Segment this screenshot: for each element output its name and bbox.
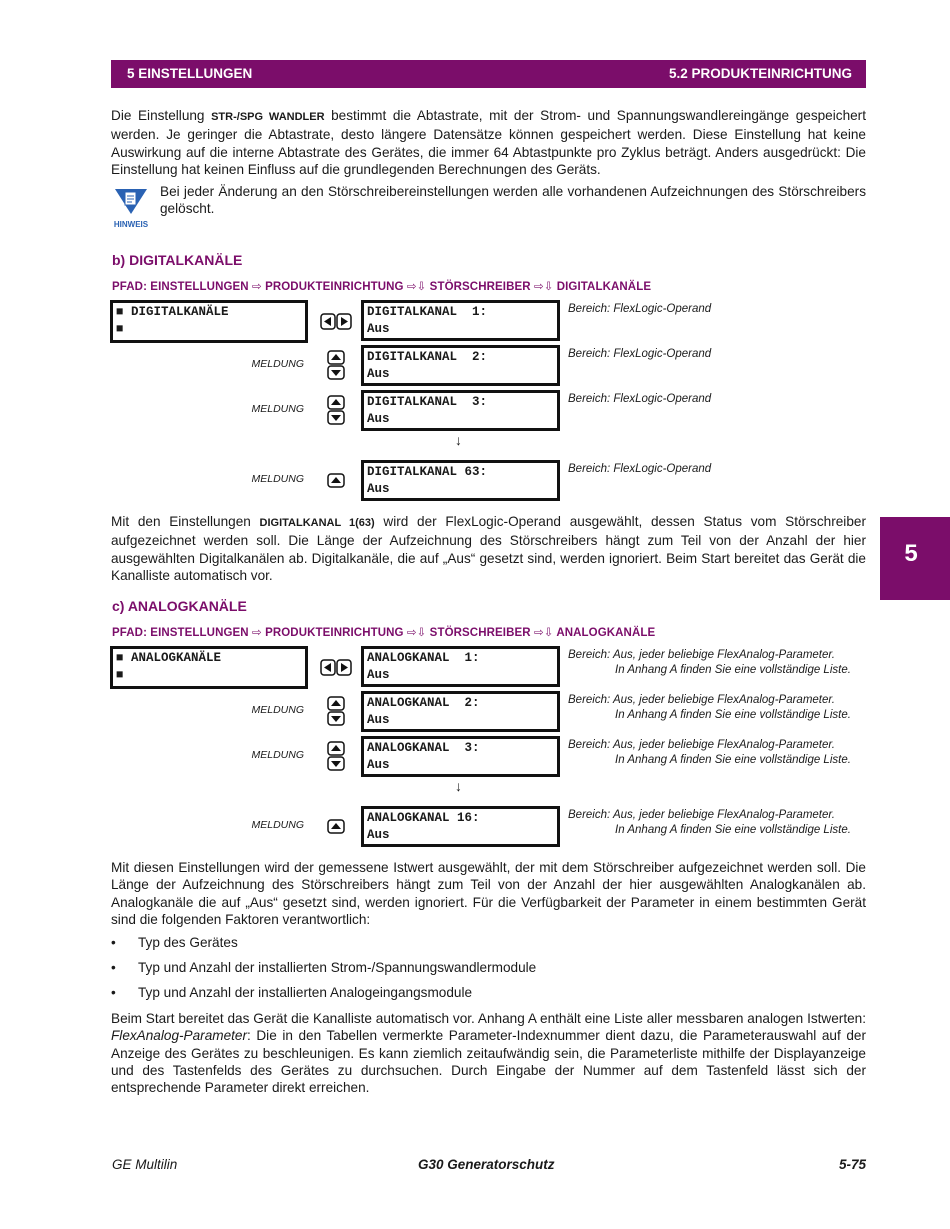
intro-paragraph [111,107,866,178]
path-part: PFAD: EINSTELLUNGEN [112,281,249,293]
message-label: MELDUNG [251,704,304,716]
up-key-icon [326,819,346,835]
analog-description-paragraph: Mit diesen Einstellungen wird der gemessene Istwert ausgewählt, der mit dem Störschreiber aufgezeichnet werden soll. Die Länge der Aufzeichnung des Störschreibers hängt zum Teil von der Anzahl der hier ausgewählten Analogkanälen ab. Analogkanäle die auf „Aus“ gesetzt sind, werden ignoriert. Für die Verfügbarkeit der Parameter in einem bestimmten Gerät sind die folgenden Faktoren verantwortlich: [111,860,866,927]
display-value: Aus [367,828,390,842]
path-part: PRODUKTEINRICHTUNG [265,281,404,293]
chapter-title: 5 EINSTELLUNGEN [127,66,253,81]
digital-channel-display [361,390,560,431]
note-label: HINWEIS [113,220,149,229]
right-arrow-icon: ⇨ [252,627,262,639]
bullet-icon: • [111,985,116,1000]
range-text [568,808,851,837]
range-line: Bereich: Aus, jeder beliebige FlexAnalog-Parameter. [568,739,835,751]
italic-text: FlexAnalog-Parameter [111,1028,247,1044]
range-line: In Anhang A finden Sie eine vollständige Liste. [615,823,851,836]
left-right-key-icon [320,659,352,676]
range-text [568,648,851,677]
up-down-key-icon [326,395,346,425]
note-text: Bei jeder Änderung an den Störschreibereinstellungen werden alle vorhandenen Aufzeichnungen des Störschreibers gelöscht. [160,184,866,217]
display-value: Aus [367,367,390,381]
chapter-side-tab [880,517,950,600]
range-line: Bereich: Aus, jeder beliebige FlexAnalog-Parameter. [568,809,835,821]
intro-text-b: bestimmt die Abtastrate, mit der Strom- und Spannungswandlereingänge gespeichert werden. Je geringer die Abtastrate, desto längere Datensätze können gespeichert werden. Diese Einstellung hat keine Auswirkung auf die interne Abtastrate des Gerätes, die immer 64 Abtastpunkte pro Zyklus beträgt. Anders ausgedrückt: Die Einstellung hat keinen Einfluss auf die grundlegenden Berechnungen des Geräts. [111,108,866,177]
text: wird der FlexLogic-Operand ausgewählt, dessen Status vom Störschreiber aufgezeichnet werden soll. Die Länge der Aufzeichnung des Störschreibers hängt zum Teil von der Anzahl der hier ausgewählten Digitalkanälen ab. Digitalkanäle, die auf „Aus“ gesetzt sind, werden ignoriert. Beim Start bereitet das Gerät die Kanalliste automatisch vor. [111,514,866,583]
right-down-arrow-icon: ⇨⇩ [533,627,554,639]
right-down-arrow-icon: ⇨⇩ [533,281,554,293]
range-text: Bereich: FlexLogic-Operand [568,303,712,315]
display-value: Aus [367,482,390,496]
path-part: STÖRSCHREIBER [429,281,531,293]
intro-text-a: Die Einstellung [111,108,212,123]
range-line: Bereich: Aus, jeder beliebige FlexAnalog-Parameter. [568,649,835,661]
keyword: DIGITALKANAL 1(63) [259,517,375,529]
path-part: PFAD: EINSTELLUNGEN [112,627,249,639]
analog-channel-display [361,691,560,732]
analog-channel-display [361,806,560,847]
range-text [568,738,851,767]
display-line: DIGITALKANAL 3: [367,395,488,409]
path-part: DIGITALKANÄLE [556,281,652,293]
analog-section-title: c) ANALOGKANÄLE [112,598,247,614]
range-line: In Anhang A finden Sie eine vollständige Liste. [615,663,851,676]
message-label: MELDUNG [251,749,304,761]
continuation-arrow-icon: ↓ [455,432,462,448]
text: Beim Start bereitet das Gerät die Kanalliste automatisch vor. Anhang A enthält eine Liste aller messbaren analogen Istwerten: [111,1011,866,1026]
display-line: ■ [116,668,124,682]
section-title: 5.2 PRODUKTEINRICHTUNG [668,66,852,81]
display-value: Aus [367,758,390,772]
display-value: Aus [367,668,390,682]
list-item-text: Typ und Anzahl der installierten Analogeingangsmodule [138,985,473,1000]
text: : Die in den Tabellen vermerkte Parameter-Indexnummer dient dazu, die Parameterauswahl auf der Anzeige des Gerätes zu beschleunigen. Es kann ziemlich zeitaufwändig sein, die Parameterliste mithilfe der Displayanzeige und des Tastenfelds des Gerätes zu durchsuchen. Durch Eingabe der Nummer auf dem Tastenfeld lässt sich der entsprechende Parameter direkt erreichen. [111,1028,866,1096]
range-text: Bereich: FlexLogic-Operand [568,393,712,405]
right-down-arrow-icon: ⇨⇩ [406,627,427,639]
display-value: Aus [367,322,390,336]
note-icon [112,186,150,230]
range-line: In Anhang A finden Sie eine vollständige Liste. [615,753,851,766]
bullet-icon: • [111,935,116,950]
intro-keyword: STR-/SPG WANDLER [211,111,325,123]
path-part: PRODUKTEINRICHTUNG [265,627,404,639]
path-part: ANALOGKANÄLE [556,627,656,639]
right-arrow-icon: ⇨ [252,281,262,293]
right-down-arrow-icon: ⇨⇩ [406,281,427,293]
digital-description-paragraph [111,513,866,584]
display-line: DIGITALKANAL 63: [367,465,488,479]
page-number: 5-75 [839,1157,867,1172]
display-line: ■ ANALOGKANÄLE [116,651,222,665]
chapter-number: 5 [904,540,918,567]
display-line: ANALOGKANAL 2: [367,696,480,710]
range-text [568,693,851,722]
display-line: DIGITALKANAL 2: [367,350,488,364]
message-label: MELDUNG [251,403,304,415]
path-part: STÖRSCHREIBER [429,627,531,639]
message-label: MELDUNG [251,358,304,370]
text: Mit den Einstellungen [111,514,260,529]
display-line: ANALOGKANAL 3: [367,741,480,755]
range-text: Bereich: FlexLogic-Operand [568,463,712,475]
range-line: In Anhang A finden Sie eine vollständige Liste. [615,708,851,721]
left-right-key-icon [320,313,352,330]
display-value: Aus [367,713,390,727]
display-line: ■ [116,322,124,336]
digital-section-title: b) DIGITALKANÄLE [112,252,243,268]
range-text: Bereich: FlexLogic-Operand [568,348,712,360]
digital-channel-display [361,460,560,501]
analog-menu-heading-display [110,646,308,689]
range-line: Bereich: Aus, jeder beliebige FlexAnalog-Parameter. [568,694,835,706]
up-down-key-icon [326,350,346,380]
up-down-key-icon [326,741,346,771]
display-line: DIGITALKANAL 1: [367,305,488,319]
display-line: ANALOGKANAL 16: [367,811,480,825]
list-item-text: Typ und Anzahl der installierten Strom-/Spannungswandlermodule [138,960,537,975]
analog-channel-display [361,646,560,687]
digital-menu-heading-display [110,300,308,343]
digital-menu-path [112,279,651,293]
analog-menu-path [112,625,655,639]
message-label: MELDUNG [251,473,304,485]
digital-channel-display [361,345,560,386]
up-key-icon [326,473,346,489]
continuation-arrow-icon: ↓ [455,778,462,794]
footer-product: G30 Generatorschutz [418,1157,555,1172]
analog-channel-display [361,736,560,777]
section-header-bar [111,60,866,88]
final-paragraph [111,1010,866,1096]
list-item-text: Typ des Gerätes [138,935,238,950]
message-label: MELDUNG [251,819,304,831]
up-down-key-icon [326,696,346,726]
footer-company: GE Multilin [112,1157,178,1172]
display-line: ANALOGKANAL 1: [367,651,480,665]
bullet-icon: • [111,960,116,975]
display-line: ■ DIGITALKANÄLE [116,305,229,319]
digital-channel-display [361,300,560,341]
display-value: Aus [367,412,390,426]
